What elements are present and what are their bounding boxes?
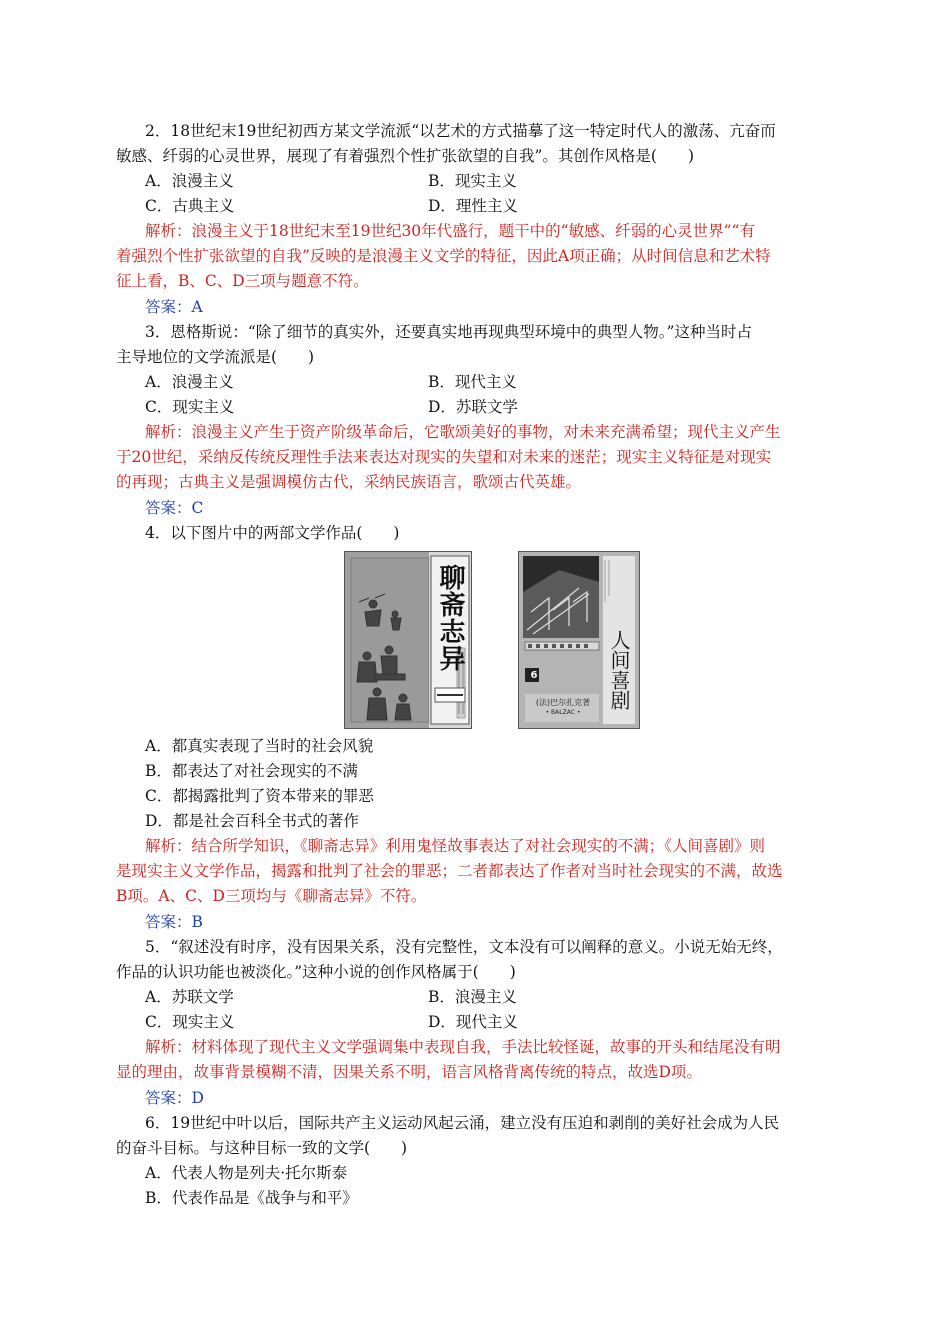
human-comedy-volume-number: 6: [530, 670, 538, 681]
q4-option-d: D．都是社会百科全书式的著作: [145, 812, 359, 830]
q3-answer: 答案：C: [145, 499, 204, 517]
q6-option-b: B．代表作品是《战争与和平》: [145, 1189, 358, 1207]
q3-stem: 3．恩格斯说：“除了细节的真实外，还要真实地再现典型环境中的典型人物。”这种当时占: [145, 323, 752, 341]
q5-explanation-cont: 显的理由，故事背景模糊不清，因果关系不明，语言风格背离传统的特点，故选D项。: [116, 1063, 702, 1081]
q6-option-a: A．代表人物是列夫·托尔斯泰: [145, 1164, 348, 1182]
q5-explanation: 解析：材料体现了现代主义文学强调集中表现自我，手法比较怪诞，故事的开头和结尾没有明: [145, 1038, 781, 1056]
q3-explanation: 解析：浪漫主义产生于资产阶级革命后，它歌颂美好的事物，对未来充满希望；现代主义产生: [145, 423, 781, 441]
q4-explanation-end: B项。A、C、D三项均与《聊斋志异》不符。: [116, 887, 427, 905]
book-covers-figure: [344, 551, 640, 729]
q2-explanation: 解析：浪漫主义于18世纪末至19世纪30年代盛行，题干中的“敏感、纤弱的心灵世界”“有: [145, 222, 755, 240]
q5-option-b: B．浪漫主义: [428, 988, 517, 1006]
q2-option-c: C．古典主义: [145, 197, 235, 215]
q5-stem-cont: 作品的认识功能也被淡化。”这种小说的创作风格属于( ): [116, 963, 516, 981]
q3-option-b: B．现代主义: [428, 373, 517, 391]
q3-stem-cont: 主导地位的文学流派是( ): [116, 348, 315, 366]
q2-answer: 答案：A: [145, 298, 203, 316]
q4-explanation-cont: 是现实主义文学作品，揭露和批判了社会的罪恶；二者都表达了作者对当时社会现实的不满，故选: [116, 862, 783, 880]
q5-option-a: A．苏联文学: [145, 988, 234, 1006]
q5-options-ab: [145, 986, 865, 1008]
q3-options-cd: [145, 396, 865, 418]
q4-option-b: B．都表达了对社会现实的不满: [145, 762, 358, 780]
human-comedy-cover-image: [518, 551, 640, 729]
q3-option-c: C．现实主义: [145, 398, 235, 416]
q6-stem: 6．19世纪中叶以后，国际共产主义运动风起云涌，建立没有压迫和剥削的美好社会成为人民: [145, 1114, 780, 1132]
q3-option-d: D．苏联文学: [428, 398, 518, 416]
liaozhai-cover-title: 聊斋志异: [435, 564, 465, 672]
q3-explanation-end: 的再现；古典主义是强调模仿古代，采纳民族语言，歌颂古代英雄。: [116, 473, 582, 491]
q2-option-d: D．理性主义: [428, 197, 518, 215]
q2-stem: 2．18世纪末19世纪初西方某文学流派“以艺术的方式描摹了这一特定时代人的激荡、亢奋而: [145, 122, 776, 140]
q5-option-d: D．现代主义: [428, 1013, 518, 1031]
q2-options-ab: [145, 170, 865, 192]
q6-stem-cont: 的奋斗目标。与这种目标一致的文学( ): [116, 1139, 408, 1157]
q2-stem-cont: 敏感、纤弱的心灵世界，展现了有着强烈个性扩张欲望的自我”。其创作风格是( ): [116, 147, 695, 165]
human-comedy-author-en: • BALZAC •: [545, 709, 581, 716]
q2-option-b: B．现实主义: [428, 172, 517, 190]
q3-explanation-cont: 于20世纪，采纳反传统反理性手法来表达对现实的失望和对未来的迷茫；现实主义特征是对现实: [116, 448, 772, 466]
q5-options-cd: [145, 1011, 865, 1033]
q4-answer: 答案：B: [145, 913, 203, 931]
q4-stem: 4．以下图片中的两部文学作品( ): [145, 524, 400, 542]
q4-explanation: 解析：结合所学知识，《聊斋志异》利用鬼怪故事表达了对社会现实的不满；《人间喜剧》则: [145, 837, 766, 855]
q3-options-ab: [145, 371, 865, 393]
q4-option-c: C．都揭露批判了资本带来的罪恶: [145, 787, 374, 805]
q2-options-cd: [145, 195, 865, 217]
q5-stem: 5．“叙述没有时序，没有因果关系，没有完整性，文本没有可以阐释的意义。小说无始无终，: [145, 938, 783, 956]
q2-explanation-cont: 着强烈个性扩张欲望的自我”反映的是浪漫主义文学的特征，因此A项正确；从时间信息和艺术特: [116, 247, 771, 265]
q3-option-a: A．浪漫主义: [145, 373, 234, 391]
q2-explanation-end: 征上看，B、C、D三项与题意不符。: [116, 272, 369, 290]
q4-option-a: A．都真实表现了当时的社会风貌: [145, 737, 374, 755]
q5-option-c: C．现实主义: [145, 1013, 235, 1031]
q2-option-a: A．浪漫主义: [145, 172, 234, 190]
liaozhai-cover-image: [344, 551, 472, 729]
human-comedy-cover-title: 人间喜剧: [607, 630, 631, 710]
human-comedy-author: (法)巴尔扎克著: [535, 698, 591, 707]
q5-answer: 答案：D: [145, 1089, 204, 1107]
